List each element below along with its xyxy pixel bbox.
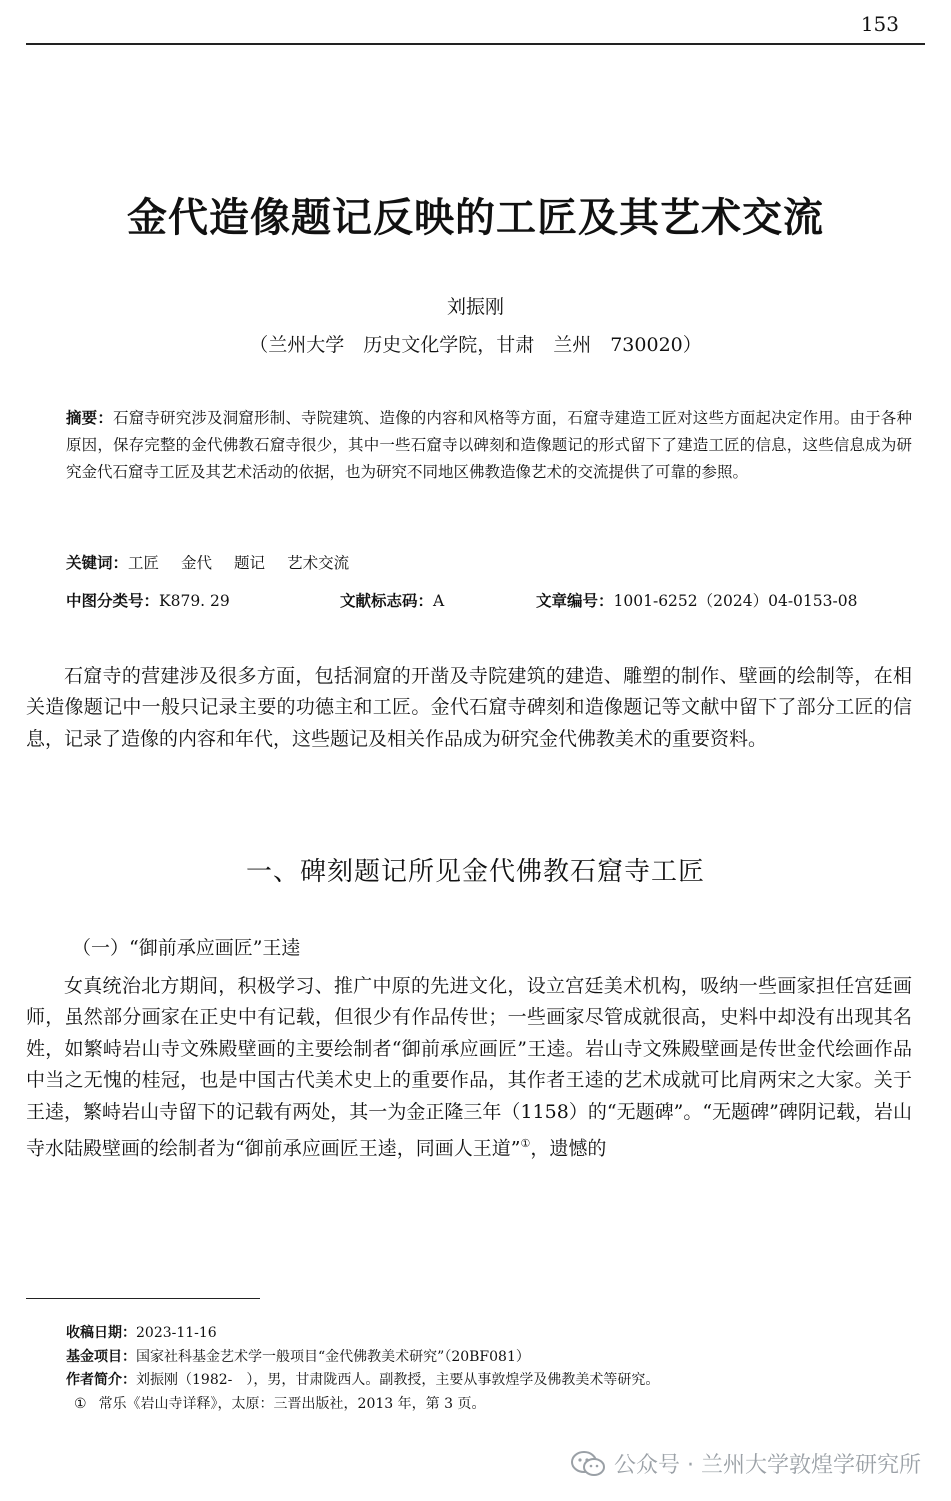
- clc-number: [66, 589, 230, 611]
- footnote-text: 常乐《岩山寺详释》，太原：三晋出版社，2013 年，第 3 页。: [98, 1395, 486, 1412]
- abstract-text: 石窟寺研究涉及洞窟形制、寺院建筑、造像的内容和风格等方面，石窟寺建造工匠对这些方面起决定作用。由于各种原因，保存完整的金代佛教石窟寺很少，其中一些石窟寺以碑刻和造像题记的形式留下了建造工匠的信息，这些信息成为研究金代石窟寺工匠及其艺术活动的依据，也为研究不同地区佛教造像艺术的交流提供了可靠的参照。: [66, 409, 912, 481]
- watermark-text: 公众号 · 兰州大学敦煌学研究所: [614, 1453, 921, 1478]
- clc-value: K879. 29: [159, 592, 230, 610]
- article-number-value: 1001-6252（2024）04-0153-08: [613, 592, 858, 610]
- received-date-label: 收稿日期：: [66, 1325, 136, 1341]
- author-name: 刘振刚: [446, 296, 504, 318]
- keywords: [66, 551, 371, 573]
- fund-project-value: 国家社科基金艺术学一般项目“金代佛教美术研究”（20BF081）: [136, 1348, 530, 1365]
- document-code-value: A: [433, 592, 445, 610]
- keywords-label: 关键词：: [66, 554, 129, 572]
- author-bio-value: 刘振刚（1982- ），男，甘肃陇西人。副教授，主要从事敦煌学及佛教美术等研究。: [136, 1372, 660, 1388]
- author-affiliation: （兰州大学 历史文化学院，甘肃 兰州 730020）: [249, 334, 702, 356]
- body-paragraph-tail: ，遗憾的: [530, 1137, 607, 1160]
- document-code: [340, 589, 444, 611]
- watermark: [570, 1448, 921, 1479]
- body-paragraph: [26, 971, 912, 1165]
- footnote-number: ①: [74, 1395, 87, 1412]
- article-title: 金代造像题记反映的工匠及其艺术交流: [127, 194, 824, 241]
- page-number: 153: [860, 12, 899, 36]
- keyword: 工匠: [128, 554, 160, 572]
- keyword: 艺术交流: [287, 554, 350, 572]
- subsection-heading: （一）“御前承应画匠”王逵: [72, 937, 301, 959]
- footnote-1: [66, 1393, 659, 1417]
- abstract-label: 摘要：: [66, 409, 114, 427]
- footnotes: [66, 1322, 659, 1416]
- author-bio: [66, 1369, 659, 1393]
- intro-paragraph: 石窟寺的营建涉及很多方面，包括洞窟的开凿及寺院建筑的建造、雕塑的制作、壁画的绘制等，在相关造像题记中一般只记录主要的功德主和工匠。金代石窟寺碑刻和造像题记等文献中留下了部分工匠的信息，记录了造像的内容和年代，这些题记及相关作品成为研究金代佛教美术的重要资料。: [26, 665, 912, 750]
- footnote-reference[interactable]: ①: [520, 1137, 531, 1151]
- article-number-label: 文章编号：: [536, 592, 614, 610]
- section-heading: 一、碑刻题记所见金代佛教石窟寺工匠: [245, 857, 705, 887]
- abstract: [66, 405, 912, 486]
- article-number: [536, 589, 857, 611]
- header-rule: [26, 43, 925, 45]
- fund-project-label: 基金项目：: [66, 1348, 136, 1365]
- body-paragraph-text: 女真统治北方期间，积极学习、推广中原的先进文化，设立宫廷美术机构，吸纳一些画家担任宫廷画师，虽然部分画家在正史中有记载，但很少有作品传世；一些画家尽管成就很高，史料中却没有出现其名姓，如繁峙岩山寺文殊殿壁画的主要绘制者“御前承应画匠”王逵。岩山寺文殊殿壁画是传世金代绘画作品中当之无愧的桂冠，也是中国古代美术史上的重要作品，其作者王逵的艺术成就可比肩两宋之大家。关于王逵，繁峙岩山寺留下的记载有两处，其一为金正隆三年（1158）的“无题碑”。“无题碑”碑阴记载，岩山寺水陆殿壁画的绘制者为“御前承应画匠王逵，同画人王道”: [26, 975, 912, 1160]
- author-bio-label: 作者简介：: [66, 1372, 136, 1388]
- footnote-rule: [26, 1298, 260, 1299]
- document-code-label: 文献标志码：: [340, 592, 434, 610]
- received-date-value: 2023-11-16: [136, 1325, 217, 1341]
- wechat-icon: [570, 1450, 606, 1478]
- clc-label: 中图分类号：: [66, 592, 160, 610]
- keyword: 题记: [234, 554, 266, 572]
- keyword: 金代: [181, 554, 213, 572]
- received-date: [66, 1322, 659, 1346]
- fund-project: [66, 1346, 659, 1370]
